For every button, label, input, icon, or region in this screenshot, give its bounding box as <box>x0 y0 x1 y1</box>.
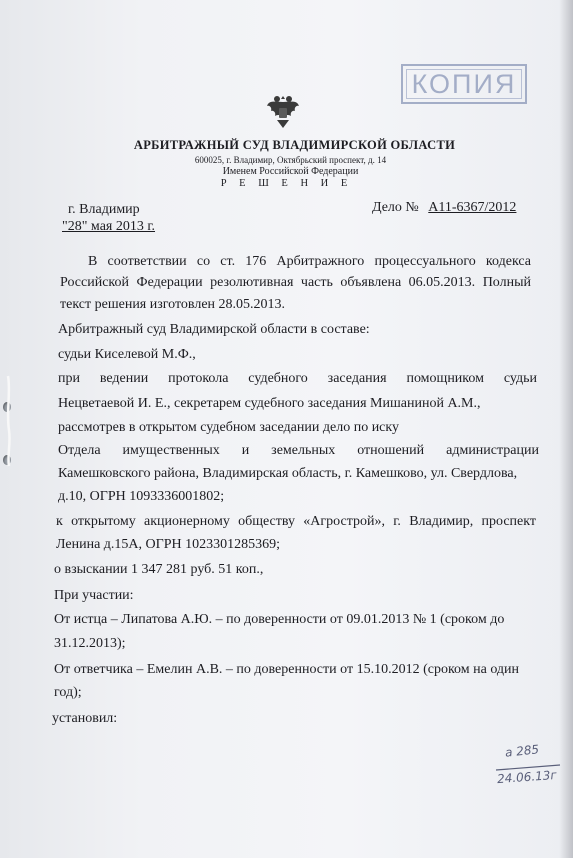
in-name-of-rf: Именем Российской Федерации <box>222 166 359 177</box>
plaintiff-line: Отдела имущественных и земельных отношений администрации <box>58 443 539 458</box>
case-number: А11-6367/2012 <box>428 200 517 215</box>
decision-date: "28" мая 2013 г. <box>62 219 156 234</box>
case-label: Дело № <box>372 200 419 215</box>
binding-thread <box>5 372 13 468</box>
judge: судьи Киселевой М.Ф., <box>58 347 196 362</box>
court-composition: Арбитражный суд Владимирской области в составе: <box>58 322 370 337</box>
claim-amount: о взыскании 1 347 281 руб. 51 коп., <box>54 562 264 577</box>
paragraph-line: Нецветаевой И. Е., секретарем судебного заседания Мишаниной А.М., <box>58 396 481 411</box>
plaintiff-line: д.10, ОГРН 1093336001802; <box>58 489 225 504</box>
defendant-rep-line: От ответчика – Емелин А.В. – по доверенности от 15.10.2012 (сроком на один <box>54 662 520 677</box>
handwritten-number: а 285 <box>504 742 540 760</box>
paragraph-line: рассмотрев в открытом судебном заседании дело по иску <box>58 420 399 435</box>
case-number-row <box>372 200 516 216</box>
court-name: АРБИТРАЖНЫЙ СУД ВЛАДИМИРСКОЙ ОБЛАСТИ <box>133 138 456 152</box>
handwritten-date: 24.06.13г <box>496 767 558 787</box>
decision-title: Р Е Ш Е Н И Е <box>220 178 353 189</box>
plaintiff-rep-line: От истца – Липатова А.Ю. – по доверенности от 09.01.2013 № 1 (сроком до <box>54 612 505 627</box>
plaintiff-rep-line: 31.12.2013); <box>54 636 126 651</box>
city: г. Владимир <box>68 202 140 217</box>
paragraph-line: текст решения изготовлен 28.05.2013. <box>60 297 286 312</box>
paragraph-line: Российской Федерации резолютивная часть объявлена 06.05.2013. Полный <box>60 275 531 290</box>
coat-of-arms-icon <box>265 92 301 130</box>
defendant-rep-line: год); <box>54 685 82 700</box>
defendant-line: Ленина д.15А, ОГРН 1023301285369; <box>56 537 281 552</box>
plaintiff-line: Камешковского района, Владимирская область, г. Камешково, ул. Свердлова, <box>58 466 518 481</box>
defendant-line: к открытому акционерному обществу «Агрострой», г. Владимир, проспект <box>56 514 536 529</box>
established-heading: установил: <box>52 711 118 726</box>
paragraph-line: В соответствии со ст. 176 Арбитражного процессуального кодекса <box>88 254 531 269</box>
copy-stamp: КОПИЯ <box>401 64 527 104</box>
court-address: 600025, г. Владимир, Октябрьский проспект, д. 14 <box>194 155 387 165</box>
attendance-heading: При участии: <box>54 588 134 603</box>
paragraph-line: при ведении протокола судебного заседания помощником судьи <box>58 371 537 386</box>
